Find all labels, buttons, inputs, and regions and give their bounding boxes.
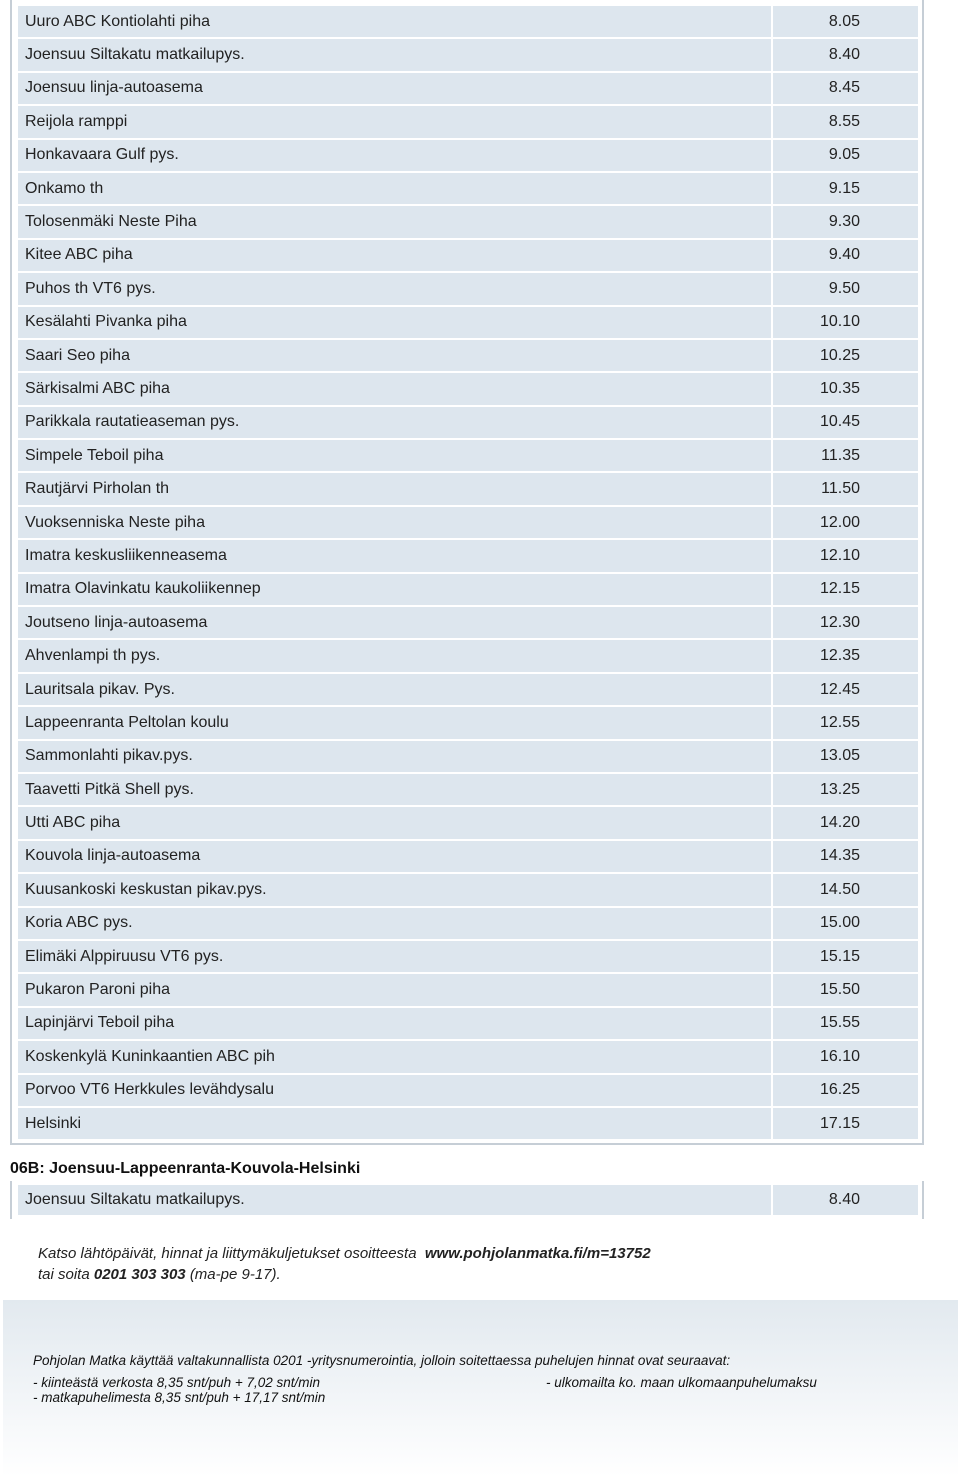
stop-name: Särkisalmi ABC piha bbox=[18, 373, 771, 406]
table-row bbox=[18, 974, 918, 1007]
departure-time: 16.25 bbox=[773, 1075, 918, 1108]
departure-time: 8.05 bbox=[773, 6, 918, 39]
stop-name: Joensuu Siltakatu matkailupys. bbox=[18, 1185, 771, 1217]
stop-name: Vuoksenniska Neste piha bbox=[18, 507, 771, 540]
departure-time: 16.10 bbox=[773, 1041, 918, 1074]
stop-name: Saari Seo piha bbox=[18, 340, 771, 373]
departure-time: 12.55 bbox=[773, 707, 918, 740]
stop-name: Utti ABC piha bbox=[18, 807, 771, 840]
stop-name: Taavetti Pitkä Shell pys. bbox=[18, 774, 771, 807]
departure-time: 9.05 bbox=[773, 140, 918, 173]
departure-time: 17.15 bbox=[773, 1108, 918, 1141]
info-text: Katso lähtöpäivät, hinnat ja liittymäkuljetukset osoitteesta bbox=[38, 1245, 417, 1262]
stop-name: Simpele Teboil piha bbox=[18, 440, 771, 473]
table-row bbox=[18, 407, 918, 440]
footer-landline-rate: - kiinteästä verkosta 8,35 snt/puh + 7,02 snt/min bbox=[33, 1375, 321, 1390]
info-line-1 bbox=[38, 1245, 651, 1262]
departure-time: 12.10 bbox=[773, 540, 918, 573]
stop-name: Joensuu linja-autoasema bbox=[18, 73, 771, 106]
footer-intro: Pohjolan Matka käyttää valtakunnallista 0201 -yritysnumerointia, jolloin soitettaessa puhelujen hinnat ovat seuraavat: bbox=[33, 1353, 731, 1368]
stop-name: Kouvola linja-autoasema bbox=[18, 841, 771, 874]
table-row bbox=[18, 807, 918, 840]
table-row bbox=[18, 1185, 918, 1217]
table-row bbox=[18, 173, 918, 206]
stop-name: Honkavaara Gulf pys. bbox=[18, 140, 771, 173]
departure-time: 14.35 bbox=[773, 841, 918, 874]
table-row bbox=[18, 640, 918, 673]
table-row bbox=[18, 240, 918, 273]
stop-name: Koria ABC pys. bbox=[18, 908, 771, 941]
table-row bbox=[18, 73, 918, 106]
stop-name: Lapinjärvi Teboil piha bbox=[18, 1008, 771, 1041]
departure-time: 10.45 bbox=[773, 407, 918, 440]
table-row bbox=[18, 1041, 918, 1074]
stop-name: Sammonlahti pikav.pys. bbox=[18, 741, 771, 774]
departure-time: 12.00 bbox=[773, 507, 918, 540]
departure-time: 8.40 bbox=[773, 39, 918, 72]
table-row bbox=[18, 941, 918, 974]
phone-number[interactable]: 0201 303 303 bbox=[93, 1266, 186, 1283]
stop-name: Helsinki bbox=[18, 1108, 771, 1141]
stop-name: Tolosenmäki Neste Piha bbox=[18, 206, 771, 239]
table-row bbox=[18, 440, 918, 473]
table-row bbox=[18, 774, 918, 807]
footer-panel bbox=[3, 1300, 958, 1477]
stop-name: Elimäki Alppiruusu VT6 pys. bbox=[18, 941, 771, 974]
table-row bbox=[18, 373, 918, 406]
table-row bbox=[18, 874, 918, 907]
departure-time: 15.15 bbox=[773, 941, 918, 974]
table-row bbox=[18, 340, 918, 373]
route-title: 06B: Joensuu-Lappeenranta-Kouvola-Helsinki bbox=[10, 1160, 361, 1177]
website-link[interactable]: www.pohjolanmatka.fi/m=13752 bbox=[424, 1245, 651, 1262]
table-row bbox=[18, 140, 918, 173]
stop-name: Pukaron Paroni piha bbox=[18, 974, 771, 1007]
departure-time: 8.45 bbox=[773, 73, 918, 106]
table-row bbox=[18, 507, 918, 540]
departure-time: 14.20 bbox=[773, 807, 918, 840]
stop-name: Joensuu Siltakatu matkailupys. bbox=[18, 39, 771, 72]
table-row bbox=[18, 674, 918, 707]
table-row bbox=[18, 707, 918, 740]
stop-name: Imatra keskusliikenneasema bbox=[18, 540, 771, 573]
timetable-table-06b bbox=[10, 1181, 924, 1219]
table-row bbox=[18, 307, 918, 340]
stop-name: Ahvenlampi th pys. bbox=[18, 640, 771, 673]
stop-name: Kuusankoski keskustan pikav.pys. bbox=[18, 874, 771, 907]
table-row bbox=[18, 540, 918, 573]
table-row bbox=[18, 1108, 918, 1141]
table-row bbox=[18, 106, 918, 139]
table-row bbox=[18, 39, 918, 72]
stop-name: Lauritsala pikav. Pys. bbox=[18, 674, 771, 707]
departure-time: 12.15 bbox=[773, 574, 918, 607]
departure-time: 9.15 bbox=[773, 173, 918, 206]
departure-time: 14.50 bbox=[773, 874, 918, 907]
table-row bbox=[18, 841, 918, 874]
stop-name: Lappeenranta Peltolan koulu bbox=[18, 707, 771, 740]
table-row bbox=[18, 1008, 918, 1041]
stop-name: Puhos th VT6 pys. bbox=[18, 273, 771, 306]
stop-name: Koskenkylä Kuninkaantien ABC pih bbox=[18, 1041, 771, 1074]
table-row bbox=[18, 741, 918, 774]
table-row bbox=[18, 574, 918, 607]
stop-name: Porvoo VT6 Herkkules levähdysalu bbox=[18, 1075, 771, 1108]
stop-name: Imatra Olavinkatu kaukoliikennep bbox=[18, 574, 771, 607]
table-row bbox=[18, 206, 918, 239]
departure-time: 9.50 bbox=[773, 273, 918, 306]
departure-time: 9.30 bbox=[773, 206, 918, 239]
office-hours: (ma-pe 9-17). bbox=[189, 1266, 281, 1283]
departure-time: 11.50 bbox=[773, 473, 918, 506]
timetable-table bbox=[10, 0, 924, 1145]
departure-time: 15.00 bbox=[773, 908, 918, 941]
departure-time: 15.55 bbox=[773, 1008, 918, 1041]
call-text: tai soita bbox=[38, 1266, 90, 1283]
stop-name: Parikkala rautatieaseman pys. bbox=[18, 407, 771, 440]
info-line-2 bbox=[38, 1266, 281, 1283]
table-row bbox=[18, 473, 918, 506]
departure-time: 13.25 bbox=[773, 774, 918, 807]
departure-time: 12.30 bbox=[773, 607, 918, 640]
departure-time: 8.40 bbox=[773, 1185, 918, 1217]
table-row bbox=[18, 607, 918, 640]
departure-time: 13.05 bbox=[773, 741, 918, 774]
departure-time: 12.45 bbox=[773, 674, 918, 707]
departure-time: 9.40 bbox=[773, 240, 918, 273]
stop-name: Kesälahti Pivanka piha bbox=[18, 307, 771, 340]
stop-name: Uuro ABC Kontiolahti piha bbox=[18, 6, 771, 39]
footer-mobile-rate: - matkapuhelimesta 8,35 snt/puh + 17,17 snt/min bbox=[33, 1390, 326, 1405]
stop-name: Joutseno linja-autoasema bbox=[18, 607, 771, 640]
table-row bbox=[18, 1075, 918, 1108]
departure-time: 10.35 bbox=[773, 373, 918, 406]
table-row bbox=[18, 273, 918, 306]
stop-name: Onkamo th bbox=[18, 173, 771, 206]
footer-abroad-rate: - ulkomailta ko. maan ulkomaanpuhelumaksu bbox=[546, 1375, 817, 1390]
departure-time: 15.50 bbox=[773, 974, 918, 1007]
departure-time: 8.55 bbox=[773, 106, 918, 139]
stop-name: Rautjärvi Pirholan th bbox=[18, 473, 771, 506]
stop-name: Kitee ABC piha bbox=[18, 240, 771, 273]
departure-time: 10.10 bbox=[773, 307, 918, 340]
departure-time: 12.35 bbox=[773, 640, 918, 673]
table-row bbox=[18, 908, 918, 941]
stop-name: Reijola ramppi bbox=[18, 106, 771, 139]
table-row bbox=[18, 6, 918, 39]
departure-time: 11.35 bbox=[773, 440, 918, 473]
departure-time: 10.25 bbox=[773, 340, 918, 373]
